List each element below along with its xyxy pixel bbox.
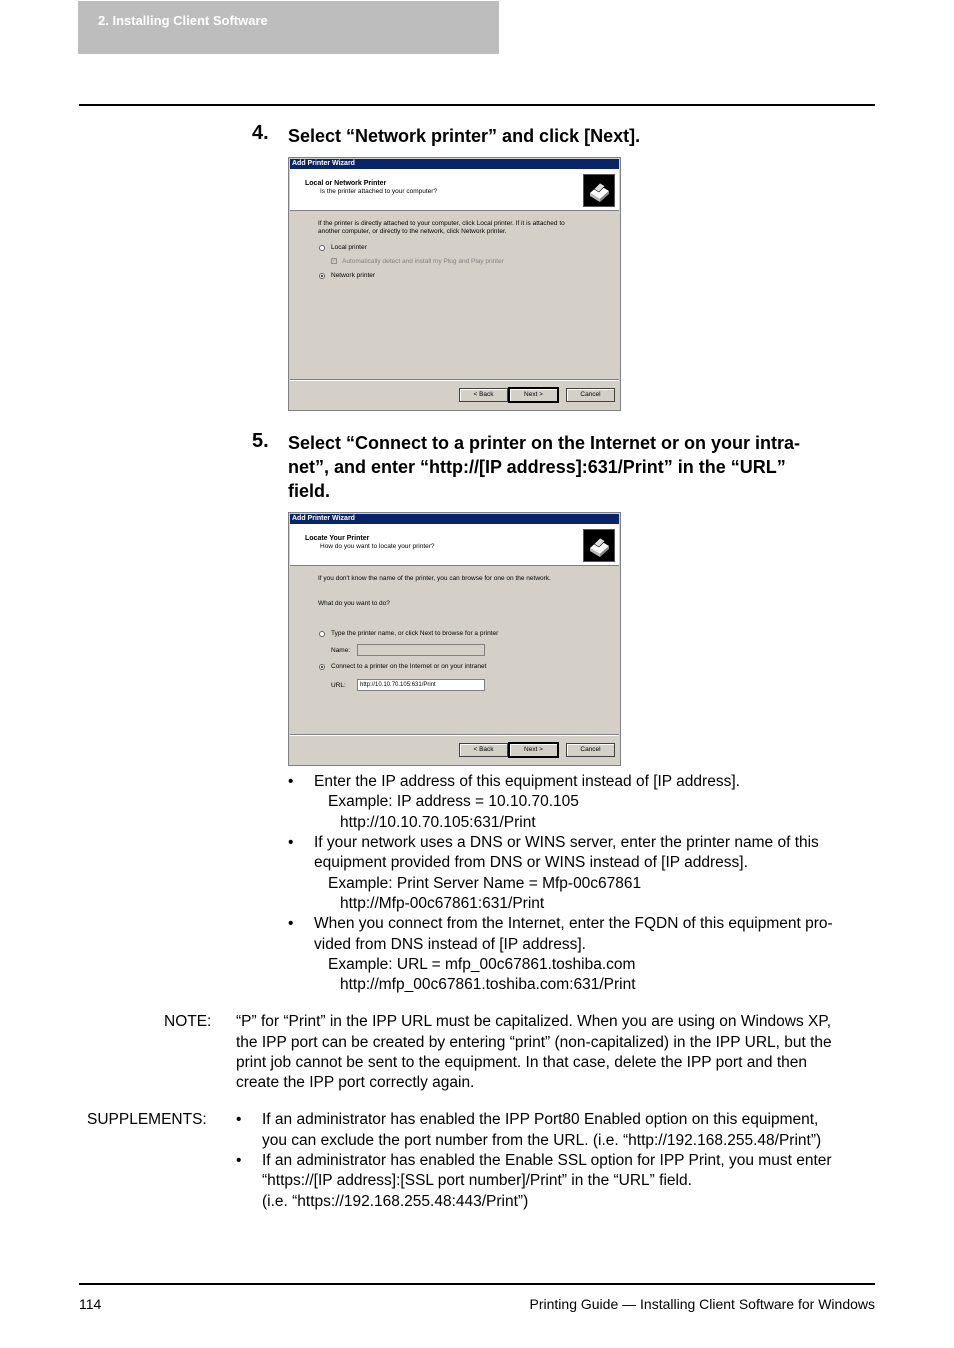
name-input[interactable]: [357, 644, 485, 656]
footer-title: Printing Guide — Installing Client Software for Windows: [529, 1296, 875, 1312]
cancel-button[interactable]: Cancel: [566, 388, 615, 402]
bullet-2-line1: If your network uses a DNS or WINS server, enter the printer name of this: [314, 834, 819, 851]
step-4-text: Select “Network printer” and click [Next].: [288, 126, 641, 146]
header-rule: [79, 104, 875, 106]
dialog-heading: Locate Your Printer: [305, 535, 370, 542]
step-5-text-line3: field.: [288, 481, 331, 501]
auto-detect-label: Automatically detect and install my Plug and Play printer: [342, 258, 504, 265]
next-button[interactable]: Next >: [509, 743, 558, 757]
note-line1: “P” for “Print” in the IPP URL must be capitalized. When you are using on Windows XP,: [236, 1013, 832, 1030]
bullet-2-example: Example: Print Server Name = Mfp-00c67861: [328, 875, 642, 892]
bullet-2-url: http://Mfp-00c67861:631/Print: [340, 895, 545, 912]
internet-printer-radio[interactable]: [319, 664, 325, 670]
network-printer-label: Network printer: [331, 272, 376, 279]
cancel-button[interactable]: Cancel: [566, 743, 615, 757]
note-line3: print job cannot be sent to the equipment. In that case, delete the IPP port and then: [236, 1054, 808, 1071]
add-printer-wizard-dialog-2: [288, 512, 621, 766]
bullet-marker: •: [288, 834, 294, 851]
local-printer-label: Local printer: [331, 244, 367, 251]
url-label: URL:: [331, 682, 346, 689]
dialog-instruction: If you don't know the name of the printer, you can browse for one on the network.: [318, 575, 551, 582]
back-button[interactable]: < Back: [459, 388, 508, 402]
bullet-3-url: http://mfp_00c67861.toshiba.com:631/Print: [340, 976, 636, 993]
dialog-instruction-2: another computer, or directly to the network, click Network printer.: [318, 228, 507, 235]
local-printer-radio[interactable]: [319, 245, 325, 251]
name-label: Name:: [331, 647, 351, 654]
auto-detect-checkbox[interactable]: ✓: [332, 258, 337, 264]
url-input[interactable]: http://10.10.70.105:631/Print: [357, 679, 485, 691]
bullet-1-line1: Enter the IP address of this equipment instead of [IP address].: [314, 773, 740, 790]
supplement-1-line1: If an administrator has enabled the IPP Port80 Enabled option on this equipment,: [262, 1111, 819, 1128]
note-line2: the IPP port can be created by entering “print” (non-capitalized) in the IPP URL, but the: [236, 1034, 832, 1051]
bullet-1-url: http://10.10.70.105:631/Print: [340, 814, 536, 831]
supplement-1-line2: you can exclude the port number from the URL. (i.e. “http://192.168.255.48/Print”): [262, 1132, 822, 1149]
bullet-3-example: Example: URL = mfp_00c67861.toshiba.com: [328, 956, 636, 973]
bullet-3-line2: vided from DNS instead of [IP address].: [314, 936, 586, 953]
dialog-instruction-1: If the printer is directly attached to your computer, click Local printer. If it is attached to: [318, 220, 565, 227]
bullet-marker: •: [288, 915, 294, 932]
back-button[interactable]: < Back: [459, 743, 508, 757]
supplement-2-line1: If an administrator has enabled the Enable SSL option for IPP Print, you must enter: [262, 1152, 832, 1169]
bullet-2-line2: equipment provided from DNS or WINS instead of [IP address].: [314, 854, 748, 871]
bullet-marker: •: [288, 773, 294, 790]
supplements-label: SUPPLEMENTS:: [87, 1111, 207, 1128]
bullet-3-line1: When you connect from the Internet, enter the FQDN of this equipment pro-: [314, 915, 833, 932]
dialog-title-bar: Add Printer Wizard: [290, 159, 619, 169]
printer-wizard-icon: [583, 529, 615, 562]
section-title: 2. Installing Client Software: [98, 13, 268, 28]
dialog-separator: [290, 379, 619, 381]
supplement-2-line2: “https://[IP address]:[SSL port number]/Print” in the “URL” field.: [262, 1172, 692, 1189]
supplement-2-line3: (i.e. “https://192.168.255.48:443/Print”): [262, 1193, 529, 1210]
bullet-1-example: Example: IP address = 10.10.70.105: [328, 793, 579, 810]
dialog-header: [290, 524, 619, 566]
bullet-marker: •: [236, 1111, 242, 1128]
step-5-text-line2: net”, and enter “http://[IP address]:631/Print” in the “URL”: [288, 457, 786, 477]
footer-rule: [79, 1283, 875, 1285]
step-5-number: 5.: [252, 430, 269, 452]
printer-wizard-icon: [583, 174, 615, 207]
step-5-text-line1: Select “Connect to a printer on the Internet or on your intra-: [288, 433, 801, 453]
dialog-question: What do you want to do?: [318, 600, 390, 607]
section-header-tab: [78, 1, 499, 54]
type-printer-name-radio[interactable]: [319, 631, 325, 637]
type-printer-name-label: Type the printer name, or click Next to browse for a printer: [331, 630, 499, 637]
dialog-heading: Local or Network Printer: [305, 180, 387, 187]
note-line4: create the IPP port correctly again.: [236, 1074, 475, 1091]
add-printer-wizard-dialog-1: [288, 157, 621, 411]
internet-printer-label: Connect to a printer on the Internet or on your intranet: [331, 663, 487, 670]
next-button[interactable]: Next >: [509, 388, 558, 402]
step-4-number: 4.: [252, 122, 269, 144]
page-number: 114: [79, 1296, 102, 1312]
dialog-title-bar: Add Printer Wizard: [290, 514, 619, 524]
dialog-separator: [290, 734, 619, 736]
note-label: NOTE:: [164, 1013, 212, 1030]
dialog-header: [290, 169, 619, 211]
bullet-marker: •: [236, 1152, 242, 1169]
network-printer-radio[interactable]: [319, 273, 325, 279]
dialog-subheading: How do you want to locate your printer?: [320, 543, 435, 550]
dialog-subheading: Is the printer attached to your computer?: [320, 188, 438, 195]
